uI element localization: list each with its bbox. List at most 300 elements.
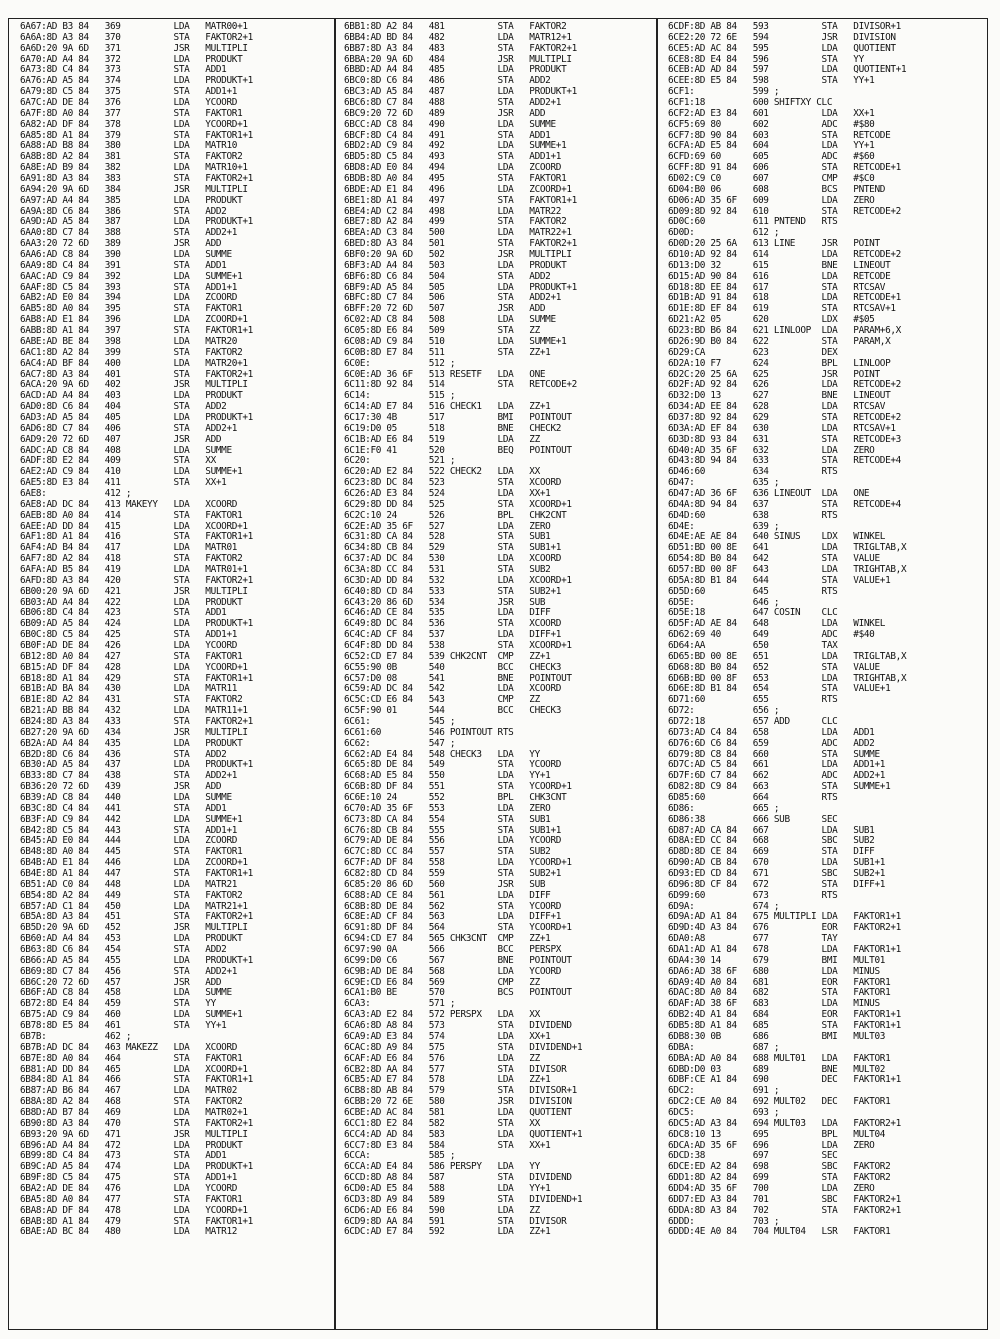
code-line: 6D9A: 674 ;	[668, 901, 780, 912]
code-line: 6A91:8D A3 84 383 STA FAKTOR2+1	[20, 174, 253, 185]
code-line: 6C68:AD E5 84 550 LDA YY+1	[344, 771, 551, 782]
code-line: 6CB8:8D AB 84 579 STA DIVISOR+1	[344, 1086, 577, 1097]
code-line: 6DCD:38 697 SEC	[668, 1151, 838, 1162]
code-line: 6C99:D0 C6 567 BNE POINTOUT	[344, 955, 572, 966]
code-line: 6D8A:ED CC 84 668 SBC SUB2	[668, 836, 875, 847]
code-line: 6D2C:20 25 6A 625 JSR POINT	[668, 369, 880, 380]
listing-column-1	[20, 22, 338, 1322]
code-line: 6AE8:AD DC 84 413 MAKEYY LDA XCOORD	[20, 499, 238, 510]
code-line: 6C7F:AD DF 84 558 LDA YCOORD+1	[344, 858, 572, 869]
code-line: 6B7B: 462 ;	[20, 1031, 132, 1042]
code-line: 6CBB:20 72 6E 580 JSR DIVISION	[344, 1097, 572, 1108]
code-line: 6AF4:AD B4 84 417 LDA MATR01	[20, 543, 238, 554]
code-line: 6C8B:8D DE 84 562 STA YCOORD	[344, 901, 562, 912]
code-line: 6B51:AD C0 84 448 LDA MATR21	[20, 879, 238, 890]
code-line: 6B09:AD A5 84 424 LDA PRODUKT+1	[20, 619, 253, 630]
code-line: 6BA5:8D A0 84 477 STA FAKTOR1	[20, 1194, 243, 1205]
code-line: 6B57:AD C1 84 450 LDA MATR21+1	[20, 901, 248, 912]
code-line: 6D5E: 646 ;	[668, 597, 780, 608]
code-line: 6C65:8D DE 84 549 STA YCOORD	[344, 760, 562, 771]
code-line: 6C2E:AD 35 6F 527 LDA ZERO	[344, 521, 551, 532]
code-line: 6D46:60 634 RTS	[668, 467, 838, 478]
code-line: 6A76:AD A5 84 374 LDA PRODUKT+1	[20, 76, 253, 87]
code-line: 6BB7:8D A3 84 483 STA FAKTOR2+1	[344, 43, 577, 54]
code-line: 6DBA:AD A0 84 688 MULT01 LDA FAKTOR1	[668, 1053, 891, 1064]
code-line: 6A94:20 9A 6D 384 JSR MULTIPLI	[20, 184, 248, 195]
code-line: 6ABE:AD BE 84 398 LDA MATR20	[20, 336, 238, 347]
code-line: 6D8D:8D CE 84 669 STA DIFF	[668, 847, 875, 858]
code-line: 6AA3:20 72 6D 389 JSR ADD	[20, 239, 222, 250]
code-line: 6B81:AD DD 84 465 LDA XCOORD+1	[20, 1064, 248, 1075]
code-line: 6BCF:8D C4 84 491 STA ADD1	[344, 130, 551, 141]
code-line: 6D6B:BD 00 8F 653 LDA TRIGHTAB,X	[668, 673, 907, 684]
code-line: 6D47:AD 36 6F 636 LINEOUT LDA ONE	[668, 488, 870, 499]
code-line: 6C6B:8D DF 84 551 STA YCOORD+1	[344, 782, 572, 793]
code-line: 6D5E:18 647 COSIN CLC	[668, 608, 838, 619]
code-line: 6B5D:20 9A 6D 452 JSR MULTIPLI	[20, 923, 248, 934]
code-line: 6B06:8D C4 84 423 STA ADD1	[20, 608, 227, 619]
code-line: 6A70:AD A4 84 372 LDA PRODUKT	[20, 54, 243, 65]
code-line: 6D15:AD 90 84 616 LDA RETCODE	[668, 271, 891, 282]
code-line: 6C5C:CD E6 84 543 CMP ZZ	[344, 695, 540, 706]
code-line: 6D2F:AD 92 84 626 LDA RETCODE+2	[668, 380, 901, 391]
code-line: 6CFA:AD E5 84 604 LDA YY+1	[668, 141, 875, 152]
code-line: 6D0C:60 611 PNTEND RTS	[668, 217, 838, 228]
code-line: 6D1E:8D EF 84 619 STA RTCSAV+1	[668, 304, 896, 315]
code-line: 6C79:AD DE 84 556 LDA YCOORD	[344, 836, 562, 847]
code-line: 6B6F:AD C8 84 458 LDA SUMME	[20, 988, 232, 999]
code-line: 6B84:8D A1 84 466 STA FAKTOR1+1	[20, 1075, 253, 1086]
code-line: 6BFC:8D C7 84 506 STA ADD2+1	[344, 293, 562, 304]
code-line: 6D9A:AD A1 84 675 MULTIPLI LDA FAKTOR1+1	[668, 912, 901, 923]
code-line: 6C76:8D CB 84 555 STA SUB1+1	[344, 825, 562, 836]
code-line: 6CF7:8D 90 84 603 STA RETCODE	[668, 130, 891, 141]
code-line: 6C4C:AD CF 84 537 LDA DIFF+1	[344, 630, 562, 641]
code-line: 6C62:AD E4 84 548 CHECK3 LDA YY	[344, 749, 540, 760]
code-line: 6C1B:AD E6 84 519 LDA ZZ	[344, 434, 540, 445]
code-line: 6D02:C9 C0 607 CMP #$C0	[668, 174, 875, 185]
code-line: 6B4E:8D A1 84 447 STA FAKTOR1+1	[20, 869, 253, 880]
code-line: 6B36:20 72 6D 439 JSR ADD	[20, 782, 222, 793]
code-line: 6CA6:8D A8 84 573 STA DIVIDEND	[344, 1021, 572, 1032]
code-line: 6B12:8D A0 84 427 STA FAKTOR1	[20, 651, 243, 662]
code-line: 6C94:CD E7 84 565 CHK3CNT CMP ZZ+1	[344, 934, 551, 945]
code-line: 6CCA:AD E4 84 586 PERSPY LDA YY	[344, 1162, 540, 1173]
code-line: 6DC5:AD A3 84 694 MULT03 LDA FAKTOR2+1	[668, 1118, 901, 1129]
code-line: 6CDC:AD E7 84 592 LDA ZZ+1	[344, 1227, 551, 1238]
code-line: 6B3C:8D C4 84 441 STA ADD1	[20, 803, 227, 814]
code-line: 6B0C:8D C5 84 425 STA ADD1+1	[20, 630, 238, 641]
code-line: 6B9F:8D C5 84 475 STA ADD1+1	[20, 1173, 238, 1184]
code-line: 6AA9:8D C4 84 391 STA ADD1	[20, 260, 227, 271]
code-line: 6DB8:30 0B 686 BMI MULT03	[668, 1031, 886, 1042]
code-line: 6BED:8D A3 84 501 STA FAKTOR2+1	[344, 239, 577, 250]
code-line: 6B1E:8D A2 84 431 STA FAKTOR2	[20, 695, 243, 706]
code-line: 6BBA:20 9A 6D 484 JSR MULTIPLI	[344, 54, 572, 65]
code-line: 6B2D:8D C6 84 436 STA ADD2	[20, 749, 227, 760]
code-line: 6B6C:20 72 6D 457 JSR ADD	[20, 977, 222, 988]
listing-column-3	[668, 22, 986, 1322]
code-line: 6AD6:8D C7 84 406 STA ADD2+1	[20, 423, 238, 434]
code-line: 6C05:8D E6 84 509 STA ZZ	[344, 326, 540, 337]
code-line: 6D0D: 612 ;	[668, 228, 780, 239]
code-line: 6AF7:8D A2 84 418 STA FAKTOR2	[20, 554, 243, 565]
code-line: 6ADF:8D E2 84 409 STA XX	[20, 456, 216, 467]
code-line: 6D64:AA 650 TAX	[668, 640, 838, 651]
code-line: 6B0F:AD DE 84 426 LDA YCOORD	[20, 640, 238, 651]
code-line: 6CCA: 585 ;	[344, 1151, 456, 1162]
code-line: 6CA3: 571 ;	[344, 999, 456, 1010]
code-line: 6B90:8D A3 84 470 STA FAKTOR2+1	[20, 1118, 253, 1129]
code-line: 6AAC:AD C9 84 392 LDA SUMME+1	[20, 271, 243, 282]
code-line: 6DC2: 691 ;	[668, 1086, 780, 1097]
code-line: 6C20: 521 ;	[344, 456, 456, 467]
code-line: 6D72: 656 ;	[668, 706, 780, 717]
code-line: 6C85:20 86 6D 560 JSR SUB	[344, 879, 546, 890]
code-line: 6A8E:AD B9 84 382 LDA MATR10+1	[20, 163, 248, 174]
code-line: 6B48:8D A0 84 445 STA FAKTOR1	[20, 847, 243, 858]
code-line: 6D76:6D C6 84 659 ADC ADD2	[668, 738, 875, 749]
code-line: 6B42:8D C5 84 443 STA ADD1+1	[20, 825, 238, 836]
code-line: 6D68:8D B0 84 652 STA VALUE	[668, 662, 880, 673]
code-line: 6C91:8D DF 84 564 STA YCOORD+1	[344, 923, 572, 934]
code-line: 6B66:AD A5 84 455 LDA PRODUKT+1	[20, 955, 253, 966]
code-line: 6D86: 665 ;	[668, 803, 780, 814]
code-line: 6D96:8D CF 84 672 STA DIFF+1	[668, 879, 886, 890]
code-line: 6B18:8D A1 84 429 STA FAKTOR1+1	[20, 673, 253, 684]
code-line: 6BEA:AD C3 84 500 LDA MATR22+1	[344, 228, 572, 239]
code-line: 6D93:ED CD 84 671 SBC SUB2+1	[668, 869, 886, 880]
code-line: 6B93:20 9A 6D 471 JSR MULTIPLI	[20, 1129, 248, 1140]
code-line: 6BB1:8D A2 84 481 STA FAKTOR2	[344, 22, 567, 32]
code-line: 6A67:AD B3 84 369 LDA MATR00+1	[20, 22, 248, 32]
code-line: 6C3A:8D CC 84 531 STA SUB2	[344, 564, 551, 575]
code-line: 6B3F:AD C9 84 442 LDA SUMME+1	[20, 814, 243, 825]
code-line: 6DBD:D0 03 689 BNE MULT02	[668, 1064, 886, 1075]
code-line: 6C73:8D CA 84 554 STA SUB1	[344, 814, 551, 825]
code-line: 6C52:CD E7 84 539 CHK2CNT CMP ZZ+1	[344, 651, 551, 662]
code-line: 6D86:38 666 SUB SEC	[668, 814, 838, 825]
code-line: 6A9A:8D C6 84 386 STA ADD2	[20, 206, 227, 217]
code-line: 6C29:8D DD 84 525 STA XCOORD+1	[344, 499, 572, 510]
code-line: 6B9C:AD A5 84 474 LDA PRODUKT+1	[20, 1162, 253, 1173]
code-line: 6D4E:AE AE 84 640 SINUS LDX WINKEL	[668, 532, 886, 543]
code-line: 6C0E:AD 36 6F 513 RESETF LDA ONE	[344, 369, 546, 380]
code-line: 6AA0:8D C7 84 388 STA ADD2+1	[20, 228, 238, 239]
code-line: 6D3D:8D 93 84 631 STA RETCODE+3	[668, 434, 901, 445]
code-line: 6D54:8D B0 84 642 STA VALUE	[668, 554, 880, 565]
code-line: 6CA3:AD E2 84 572 PERSPX LDA XX	[344, 1010, 540, 1021]
code-line: 6C59:AD DC 84 542 LDA XCOORD	[344, 684, 562, 695]
code-line: 6D40:AD 35 6F 632 LDA ZERO	[668, 445, 875, 456]
code-line: 6C37:AD DC 84 530 LDA XCOORD	[344, 554, 562, 565]
code-line: 6C82:8D CD 84 559 STA SUB2+1	[344, 869, 562, 880]
code-line: 6DDD:4E A0 84 704 MULT04 LSR FAKTOR1	[668, 1227, 891, 1238]
listing-column-2	[344, 22, 662, 1322]
code-line: 6B21:AD BB 84 432 LDA MATR11+1	[20, 706, 248, 717]
code-line: 6BC6:8D C7 84 488 STA ADD2+1	[344, 98, 562, 109]
code-line: 6CDF:8D AB 84 593 STA DIVISOR+1	[668, 22, 901, 32]
code-line: 6DC5: 693 ;	[668, 1107, 780, 1118]
code-line: 6C8E:AD CF 84 563 LDA DIFF+1	[344, 912, 562, 923]
code-line: 6BC3:AD A5 84 487 LDA PRODUKT+1	[344, 87, 577, 98]
code-line: 6ACD:AD A4 84 403 LDA PRODUKT	[20, 391, 243, 402]
code-line: 6BA2:AD DE 84 476 LDA YCOORD	[20, 1183, 238, 1194]
code-line: 6A82:AD DF 84 378 LDA YCOORD+1	[20, 119, 248, 130]
code-line: 6B5A:8D A3 84 451 STA FAKTOR2+1	[20, 912, 253, 923]
code-line: 6B78:8D E5 84 461 STA YY+1	[20, 1021, 227, 1032]
code-line: 6D43:8D 94 84 633 STA RETCODE+4	[668, 456, 901, 467]
code-line: 6AD9:20 72 6D 407 JSR ADD	[20, 434, 222, 445]
code-line: 6B45:AD E0 84 444 LDA ZCOORD	[20, 836, 238, 847]
code-line: 6C17:30 4B 517 BMI POINTOUT	[344, 412, 572, 423]
code-line: 6AC4:AD BF 84 400 LDA MATR20+1	[20, 358, 248, 369]
code-line: 6DDD: 703 ;	[668, 1216, 780, 1227]
code-line: 6C55:90 0B 540 BCC CHECK3	[344, 662, 562, 673]
code-line: 6DBF:CE A1 84 690 DEC FAKTOR1+1	[668, 1075, 901, 1086]
code-line: 6BC9:20 72 6D 489 JSR ADD	[344, 108, 546, 119]
code-line: 6C4F:8D DD 84 538 STA XCOORD+1	[344, 640, 572, 651]
code-line: 6CF2:AD E3 84 601 LDA XX+1	[668, 108, 875, 119]
code-line: 6C31:8D CA 84 528 STA SUB1	[344, 532, 551, 543]
code-line: 6AB2:AD E0 84 394 LDA ZCOORD	[20, 293, 238, 304]
code-line: 6B87:AD B6 84 467 LDA MATR02	[20, 1086, 238, 1097]
code-line: 6DD4:AD 35 6F 700 LDA ZERO	[668, 1183, 875, 1194]
code-line: 6B75:AD C9 84 460 LDA SUMME+1	[20, 1010, 243, 1021]
code-line: 6A73:8D C4 84 373 STA ADD1	[20, 65, 227, 76]
code-line: 6C34:8D CB 84 529 STA SUB1+1	[344, 543, 562, 554]
code-line: 6C43:20 86 6D 534 JSR SUB	[344, 597, 546, 608]
code-line: 6B63:8D C6 84 454 STA ADD2	[20, 945, 227, 956]
code-line: 6C14: 515 ;	[344, 391, 456, 402]
code-line: 6A88:AD B8 84 380 LDA MATR10	[20, 141, 238, 152]
code-line: 6D9D:4D A3 84 676 EOR FAKTOR2+1	[668, 923, 901, 934]
code-line: 6CCD:8D A8 84 587 STA DIVIDEND	[344, 1173, 572, 1184]
code-line: 6BFF:20 72 6D 507 JSR ADD	[344, 304, 546, 315]
code-line: 6C1E:F0 41 520 BEQ POINTOUT	[344, 445, 572, 456]
code-line: 6CB2:8D AA 84 577 STA DIVISOR	[344, 1064, 567, 1075]
code-line: 6BE1:8D A1 84 497 STA FAKTOR1+1	[344, 195, 577, 206]
code-line: 6A79:8D C5 84 375 STA ADD1+1	[20, 87, 238, 98]
code-line: 6AC7:8D A3 84 401 STA FAKTOR2+1	[20, 369, 253, 380]
code-line: 6D87:AD CA 84 667 LDA SUB1	[668, 825, 875, 836]
code-line: 6D09:8D 92 84 610 STA RETCODE+2	[668, 206, 901, 217]
code-line: 6B33:8D C7 84 438 STA ADD2+1	[20, 771, 238, 782]
code-line: 6DDA:8D A3 84 702 STA FAKTOR2+1	[668, 1205, 901, 1216]
code-line: 6AFD:8D A3 84 420 STA FAKTOR2+1	[20, 575, 253, 586]
code-line: 6C49:8D DC 84 536 STA XCOORD	[344, 619, 562, 630]
code-line: 6C70:AD 35 6F 553 LDA ZERO	[344, 803, 551, 814]
code-line: 6B2A:AD A4 84 435 LDA PRODUKT	[20, 738, 243, 749]
code-line: 6CF5:69 80 602 ADC #$80	[668, 119, 875, 130]
code-line: 6C5F:90 01 544 BCC CHECK3	[344, 706, 562, 717]
code-line: 6C7C:8D CC 84 557 STA SUB2	[344, 847, 551, 858]
code-line: 6CC4:AD AD 84 583 LDA QUOTIENT+1	[344, 1129, 583, 1140]
code-line: 6B8D:AD B7 84 469 LDA MATR02+1	[20, 1107, 248, 1118]
code-line: 6B96:AD A4 84 472 LDA PRODUKT	[20, 1140, 243, 1151]
code-line: 6C61:60 546 POINTOUT RTS	[344, 727, 514, 738]
code-line: 6BDE:AD E1 84 496 LDA ZCOORD+1	[344, 184, 572, 195]
code-line: 6C0B:8D E7 84 511 STA ZZ+1	[344, 347, 551, 358]
code-line: 6B7E:8D A0 84 464 STA FAKTOR1	[20, 1053, 243, 1064]
code-line: 6AFA:AD B5 84 419 LDA MATR01+1	[20, 564, 248, 575]
code-line: 6AEB:8D A0 84 414 STA FAKTOR1	[20, 510, 243, 521]
code-line: 6CAF:AD E6 84 576 LDA ZZ	[344, 1053, 540, 1064]
code-line: 6DA0:A8 677 TAY	[668, 934, 838, 945]
code-line: 6B30:AD A5 84 437 LDA PRODUKT+1	[20, 760, 253, 771]
code-line: 6B99:8D C4 84 473 STA ADD1	[20, 1151, 227, 1162]
code-line: 6BA8:AD DF 84 478 LDA YCOORD+1	[20, 1205, 248, 1216]
code-line: 6D85:60 664 RTS	[668, 793, 838, 804]
code-line: 6D06:AD 35 6F 609 LDA ZERO	[668, 195, 875, 206]
code-line: 6D5D:60 645 RTS	[668, 586, 838, 597]
code-line: 6CBE:AD AC 84 581 LDA QUOTIENT	[344, 1107, 572, 1118]
code-line: 6DD7:ED A3 84 701 SBC FAKTOR2+1	[668, 1194, 901, 1205]
code-line: 6C19:D0 05 518 BNE CHECK2	[344, 423, 562, 434]
code-line: 6B24:8D A3 84 433 STA FAKTOR2+1	[20, 717, 253, 727]
code-line: 6D4A:8D 94 84 637 STA RETCODE+4	[668, 499, 901, 510]
code-line: 6C57:D0 08 541 BNE POINTOUT	[344, 673, 572, 684]
code-line: 6A97:AD A4 84 385 LDA PRODUKT	[20, 195, 243, 206]
code-line: 6D04:B0 06 608 BCS PNTEND	[668, 184, 886, 195]
code-line: 6CD0:AD E5 84 588 LDA YY+1	[344, 1183, 551, 1194]
code-line: 6CE2:20 72 6E 594 JSR DIVISION	[668, 32, 896, 43]
code-line: 6B00:20 9A 6D 421 JSR MULTIPLI	[20, 586, 248, 597]
code-line: 6C6E:10 24 552 BPL CHK3CNT	[344, 793, 567, 804]
code-line: 6D10:AD 92 84 614 LDA RETCODE+2	[668, 250, 901, 261]
code-line: 6AB8:AD E1 84 396 LDA ZCOORD+1	[20, 315, 248, 326]
code-line: 6BC0:8D C6 84 486 STA ADD2	[344, 76, 551, 87]
code-line: 6CC1:8D E2 84 582 STA XX	[344, 1118, 540, 1129]
code-line: 6D13:D0 32 615 BNE LINEOUT	[668, 260, 891, 271]
code-line: 6BF3:AD A4 84 503 LDA PRODUKT	[344, 260, 567, 271]
code-line: 6D18:8D EE 84 617 STA RTCSAV	[668, 282, 886, 293]
code-line: 6B1B:AD BA 84 430 LDA MATR11	[20, 684, 238, 695]
code-line: 6BBD:AD A4 84 485 LDA PRODUKT	[344, 65, 567, 76]
code-line: 6AA6:AD C8 84 390 LDA SUMME	[20, 250, 232, 261]
code-line: 6D6E:8D B1 84 654 STA VALUE+1	[668, 684, 891, 695]
code-line: 6AD3:AD A5 84 405 LDA PRODUKT+1	[20, 412, 253, 423]
code-line: 6D0D:20 25 6A 613 LINE JSR POINT	[668, 239, 880, 250]
code-line: 6D7F:6D C7 84 662 ADC ADD2+1	[668, 771, 886, 782]
code-line: 6C20:AD E2 84 522 CHECK2 LDA XX	[344, 467, 540, 478]
code-line: 6D90:AD CB 84 670 LDA SUB1+1	[668, 858, 886, 869]
code-line: 6C02:AD C8 84 508 LDA SUMME	[344, 315, 556, 326]
code-line: 6A6A:8D A3 84 370 STA FAKTOR2+1	[20, 32, 253, 43]
code-line: 6AEE:AD DD 84 415 LDA XCOORD+1	[20, 521, 248, 532]
code-line: 6C0E: 512 ;	[344, 358, 456, 369]
code-line: 6BD8:AD E0 84 494 LDA ZCOORD	[344, 163, 562, 174]
code-line: 6AE2:AD C9 84 410 LDA SUMME+1	[20, 467, 243, 478]
code-line: 6D3A:AD EF 84 630 LDA RTCSAV+1	[668, 423, 896, 434]
code-line: 6AE5:8D E3 84 411 STA XX+1	[20, 478, 227, 489]
code-line: 6C9B:AD DE 84 568 LDA YCOORD	[344, 966, 562, 977]
code-line: 6D23:BD B6 84 621 LINLOOP LDA PARAM+6,X	[668, 326, 901, 337]
code-line: 6B4B:AD E1 84 446 LDA ZCOORD+1	[20, 858, 248, 869]
code-line: 6D4E: 639 ;	[668, 521, 780, 532]
code-line: 6D5F:AD AE 84 648 LDA WINKEL	[668, 619, 886, 630]
code-line: 6D4D:60 638 RTS	[668, 510, 838, 521]
code-line: 6CD3:8D A9 84 589 STA DIVIDEND+1	[344, 1194, 583, 1205]
code-line: 6DAC:8D A0 84 682 STA FAKTOR1	[668, 988, 891, 999]
code-line: 6D21:A2 05 620 LDX #$05	[668, 315, 875, 326]
code-line: 6ADC:AD C8 84 408 LDA SUMME	[20, 445, 232, 456]
code-line: 6DA1:AD A1 84 678 LDA FAKTOR1+1	[668, 945, 901, 956]
code-line: 6B15:AD DF 84 428 LDA YCOORD+1	[20, 662, 248, 673]
code-line: 6A6D:20 9A 6D 371 JSR MULTIPLI	[20, 43, 248, 54]
code-line: 6D37:8D 92 84 629 STA RETCODE+2	[668, 412, 901, 423]
code-line: 6CD9:8D AA 84 591 STA DIVISOR	[344, 1216, 567, 1227]
code-line: 6B39:AD C8 84 440 LDA SUMME	[20, 793, 232, 804]
code-line: 6BAB:8D A1 84 479 STA FAKTOR1+1	[20, 1216, 253, 1227]
code-line: 6BAE:AD BC 84 480 LDA MATR12	[20, 1227, 238, 1238]
code-line: 6A7F:8D A0 84 377 STA FAKTOR1	[20, 108, 243, 119]
code-line: 6CEE:8D E5 84 598 STA YY+1	[668, 76, 875, 87]
code-line: 6A9D:AD A5 84 387 LDA PRODUKT+1	[20, 217, 253, 228]
code-line: 6C9E:CD E6 84 569 CMP ZZ	[344, 977, 540, 988]
code-line: 6D73:AD C4 84 658 LDA ADD1	[668, 727, 875, 738]
code-line: 6BF0:20 9A 6D 502 JSR MULTIPLI	[344, 250, 572, 261]
code-line: 6B03:AD A4 84 422 LDA PRODUKT	[20, 597, 243, 608]
code-line: 6C46:AD CE 84 535 LDA DIFF	[344, 608, 551, 619]
code-line: 6CFF:8D 91 84 606 STA RETCODE+1	[668, 163, 901, 174]
code-line: 6DC8:10 13 695 BPL MULT04	[668, 1129, 886, 1140]
code-line: 6BB4:AD BD 84 482 LDA MATR12+1	[344, 32, 572, 43]
code-line: 6C3D:AD DD 84 532 LDA XCOORD+1	[344, 575, 572, 586]
code-line: 6CFD:69 60 605 ADC #$60	[668, 152, 875, 163]
code-line: 6D2A:10 F7 624 BPL LINLOOP	[668, 358, 891, 369]
code-line: 6B72:8D E4 84 459 STA YY	[20, 999, 216, 1010]
code-line: 6D71:60 655 RTS	[668, 695, 838, 706]
code-line: 6DB2:4D A1 84 684 EOR FAKTOR1+1	[668, 1010, 901, 1021]
code-line: 6DBA: 687 ;	[668, 1042, 780, 1053]
code-line: 6C26:AD E3 84 524 LDA XX+1	[344, 488, 551, 499]
code-line: 6CA1:B0 BE 570 BCS POINTOUT	[344, 988, 572, 999]
code-line: 6BD2:AD C9 84 492 LDA SUMME+1	[344, 141, 567, 152]
code-line: 6C08:AD C9 84 510 LDA SUMME+1	[344, 336, 567, 347]
code-line: 6ABB:8D A1 84 397 STA FAKTOR1+1	[20, 326, 253, 337]
code-line: 6DCE:ED A2 84 698 SBC FAKTOR2	[668, 1162, 891, 1173]
code-line: 6D5A:8D B1 84 644 STA VALUE+1	[668, 575, 891, 586]
code-line: 6AE8: 412 ;	[20, 488, 132, 499]
code-line: 6C2C:10 24 526 BPL CHK2CNT	[344, 510, 567, 521]
code-line: 6BE7:8D A2 84 499 STA FAKTOR2	[344, 217, 567, 228]
code-line: 6BF6:8D C6 84 504 STA ADD2	[344, 271, 551, 282]
code-line: 6D1B:AD 91 84 618 LDA RETCODE+1	[668, 293, 901, 304]
code-line: 6C23:8D DC 84 523 STA XCOORD	[344, 478, 562, 489]
code-line: 6AC1:8D A2 84 399 STA FAKTOR2	[20, 347, 243, 358]
code-line: 6C88:AD CE 84 561 LDA DIFF	[344, 890, 551, 901]
code-line: 6D34:AD EE 84 628 LDA RTCSAV	[668, 402, 886, 413]
code-line: 6C61: 545 ;	[344, 717, 456, 727]
code-line: 6DB5:8D A1 84 685 STA FAKTOR1+1	[668, 1021, 901, 1032]
code-line: 6DA9:4D A0 84 681 EOR FAKTOR1	[668, 977, 891, 988]
code-line: 6AF1:8D A1 84 416 STA FAKTOR1+1	[20, 532, 253, 543]
code-line: 6DCA:AD 35 6F 696 LDA ZERO	[668, 1140, 875, 1151]
code-line: 6D32:D0 13 627 BNE LINEOUT	[668, 391, 891, 402]
code-line: 6B7B:AD DC 84 463 MAKEZZ LDA XCOORD	[20, 1042, 238, 1053]
code-line: 6D7C:AD C5 84 661 LDA ADD1+1	[668, 760, 886, 771]
code-line: 6CAC:8D A9 84 575 STA DIVIDEND+1	[344, 1042, 583, 1053]
code-line: 6AD0:8D C6 84 404 STA ADD2	[20, 402, 227, 413]
code-line: 6BDB:8D A0 84 495 STA FAKTOR1	[344, 174, 567, 185]
code-line: 6AB5:8D A0 84 395 STA FAKTOR1	[20, 304, 243, 315]
code-line: 6CD6:AD E6 84 590 LDA ZZ	[344, 1205, 540, 1216]
code-line: 6DD1:8D A2 84 699 STA FAKTOR2	[668, 1173, 891, 1184]
code-line: 6BF9:AD A5 84 505 LDA PRODUKT+1	[344, 282, 577, 293]
code-line: 6B60:AD A4 84 453 LDA PRODUKT	[20, 934, 243, 945]
code-line: 6CEB:AD AD 84 597 LDA QUOTIENT+1	[668, 65, 907, 76]
